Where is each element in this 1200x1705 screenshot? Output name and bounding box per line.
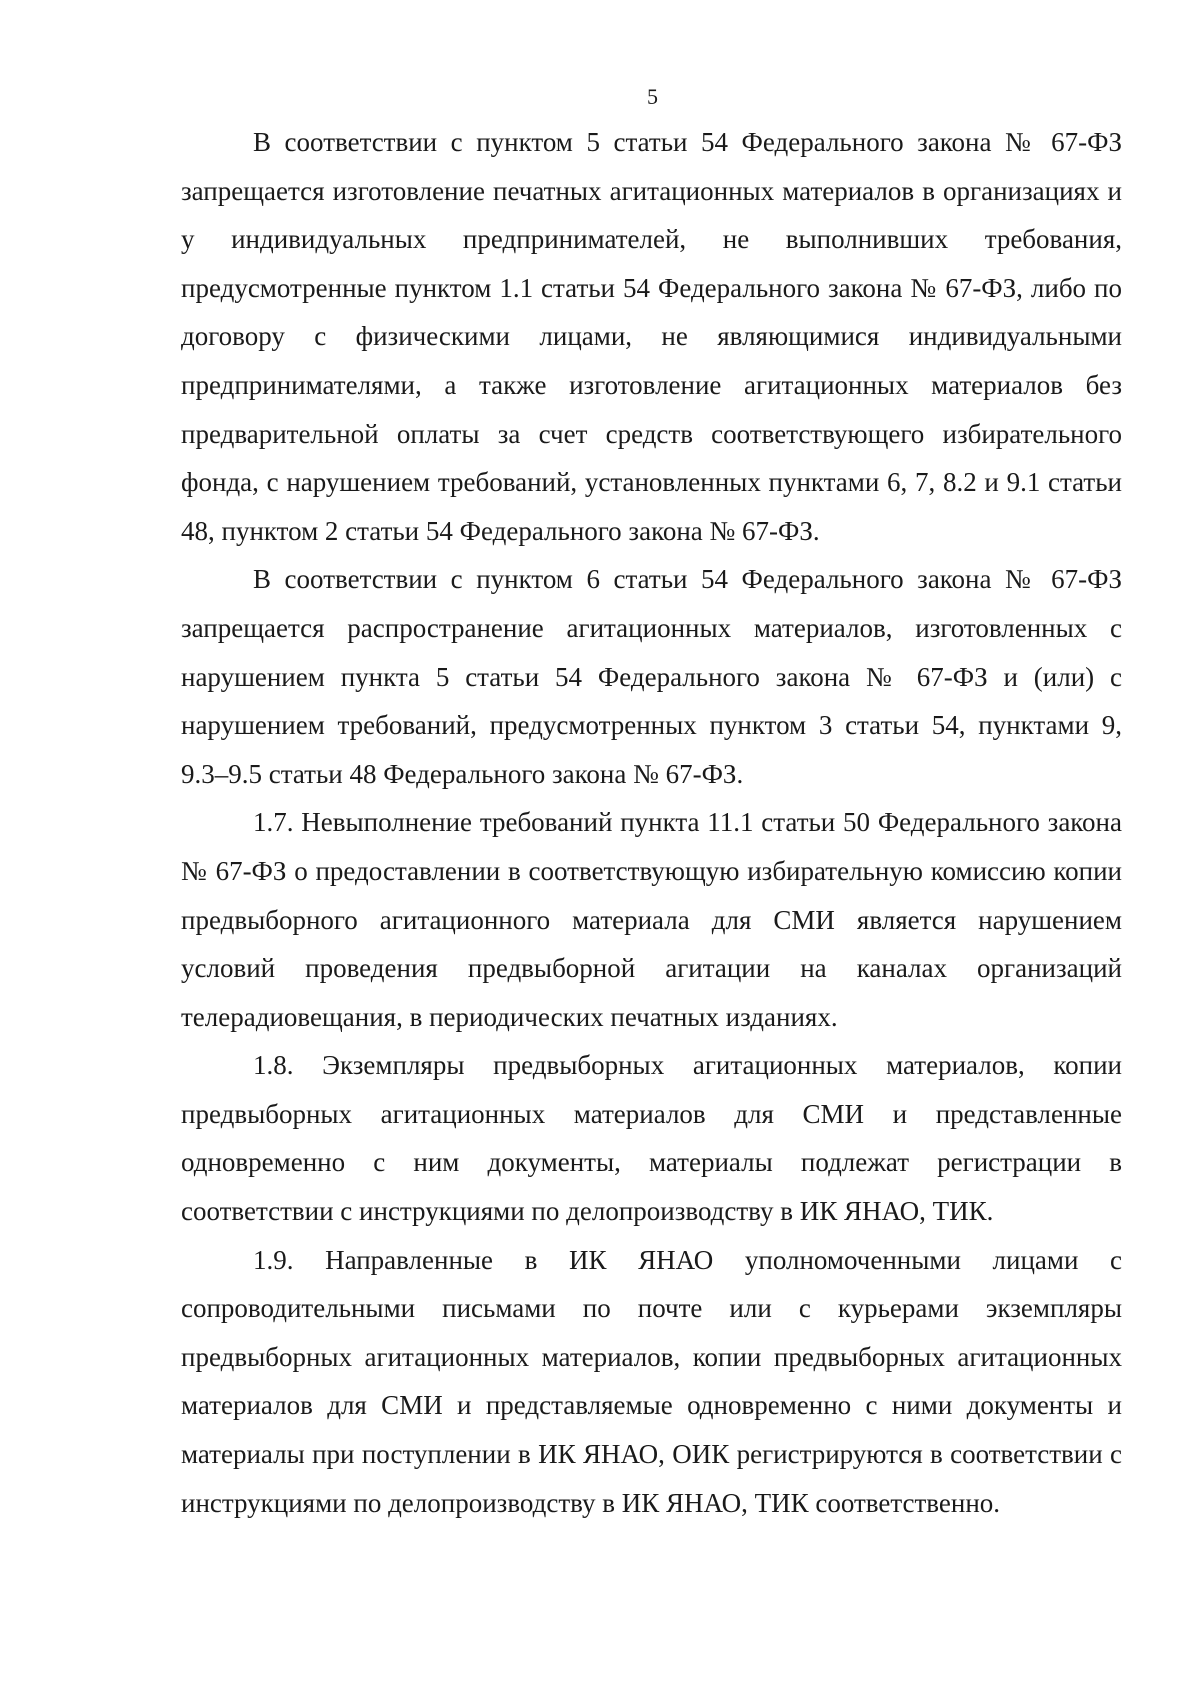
paragraph-clause-6-article-54: В соответствии с пунктом 6 статьи 54 Федерального закона № 67-ФЗ запрещается распространение агитационных материалов, изготовленных с нарушением пункта 5 статьи 54 Федерального закона № 67-ФЗ и (или) с нарушением требований, предусмотренных пунктом 3 статьи 54, пунктами 9, 9.3–9.5 статьи 48 Федерального закона № 67-ФЗ. [181,564,1122,789]
paragraph-1-8: 1.8. Экземпляры предвыборных агитационных материалов, копии предвыборных агитационных материалов для СМИ и представленные одновременно с ним документы, материалы подлежат регистрации в соответствии с инструкциями по делопроизводству в ИК ЯНАО, ТИК. [181,1050,1122,1227]
paragraph-clause-5-article-54: В соответствии с пунктом 5 статьи 54 Федерального закона № 67-ФЗ запрещается изготовление печатных агитационных материалов в организациях и у индивидуальных предпринимателей, не выполнивших требования, предусмотренные пунктом 1.1 статьи 54 Федерального закона № 67-ФЗ, либо по договору с физическими лицами, не являющимися индивидуальными предпринимателями, а также изготовление агитационных материалов без предварительной оплаты за счет средств соответствующего избирательного фонда, с нарушением требований, установленных пунктами 6, 7, 8.2 и 9.1 статьи 48, пунктом 2 статьи 54 Федерального закона № 67-ФЗ. [181,127,1122,546]
page-number: 5 [647,84,658,109]
document-body [181,118,1122,1527]
paragraph-1-9: 1.9. Направленные в ИК ЯНАО уполномоченными лицами с сопроводительными письмами по почте или с курьерами экземпляры предвыборных агитационных материалов, копии предвыборных агитационных материалов для СМИ и представляемые одновременно с ними документы и материалы при поступлении в ИК ЯНАО, ОИК регистрируются в соответствии с инструкциями по делопроизводству в ИК ЯНАО, ТИК соответственно. [181,1244,1122,1518]
paragraph-1-7: 1.7. Невыполнение требований пункта 11.1 статьи 50 Федерального закона № 67-ФЗ о предоставлении в соответствующую избирательную комиссию копии предвыборного агитационного материала для СМИ является нарушением условий проведения предвыборной агитации на каналах организаций телерадиовещания, в периодических печатных изданиях. [181,807,1122,1032]
